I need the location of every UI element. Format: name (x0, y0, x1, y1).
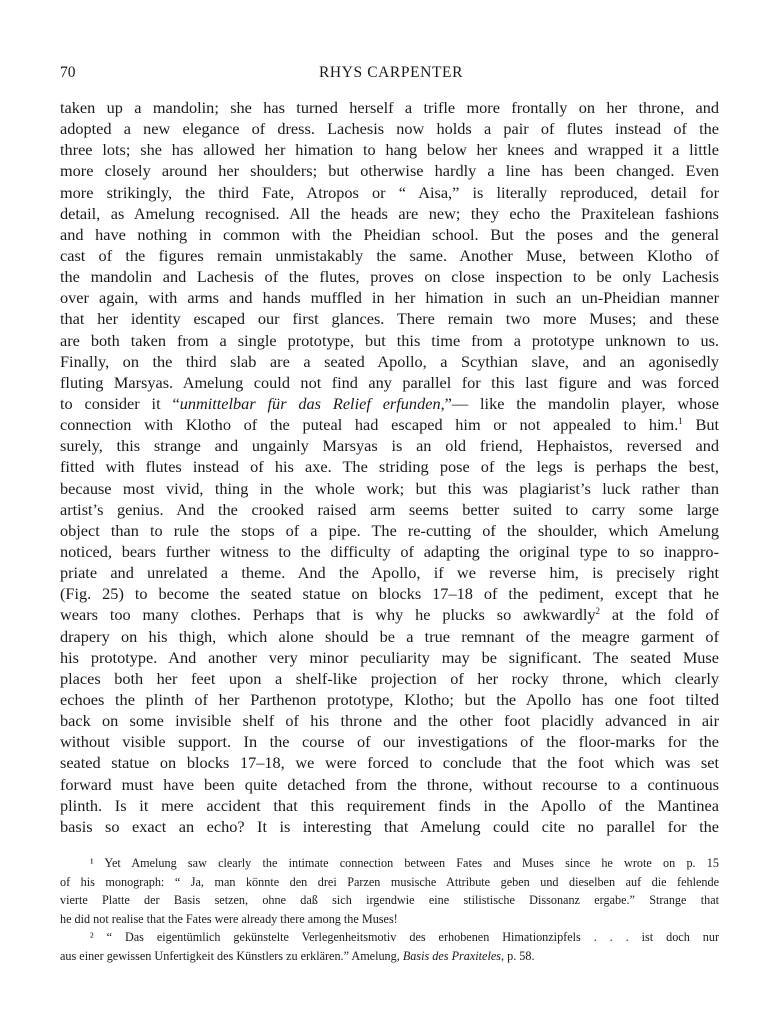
text-line: because most vivid, thing in the whole work; but this was plagiarist’s luck rather than (60, 478, 719, 498)
text-line: more closely around her shoulders; but otherwise hardly a line has been changed. Even (60, 161, 719, 181)
italic-quote: unmittelbar für das Relief erfunden, (179, 393, 445, 413)
text-segment: aus einer gewissen Unfertigkeit des Künstlers zu erklären.” Amelung, (60, 948, 403, 963)
page-number: 70 (60, 64, 76, 81)
text-line (60, 394, 719, 415)
footnote-1-line: vierte Platte der Basis setzen, ohne daß sich irgendwie eine stilistische Dissonanz ergabe.” Strange that (60, 893, 719, 908)
text-line: (Fig. 25) to become the seated statue on blocks 17–18 of the pediment, except that he (60, 584, 719, 604)
text-line: drapery on his thigh, which alone should be a true remnant of the meagre garment of (60, 626, 719, 646)
text-line: forward must have been quite detached from the throne, without recourse to a continuous (60, 774, 719, 794)
footnote-1-line: ¹ Yet Amelung saw clearly the intimate connection between Fates and Muses since he wrote on p. 15 (90, 856, 719, 870)
text-line: three lots; she has allowed her himation to hang below her knees and wrapped it a little (60, 140, 719, 160)
text-line: echoes the plinth of her Parthenon prototype, Klotho; but the Apollo has one foot tilted (60, 689, 719, 709)
text-line: surely, this strange and ungainly Marsyas is an old friend, Hephaistos, reversed and (60, 436, 719, 456)
text-line: adopted a new elegance of dress. Lachesis now holds a pair of flutes instead of the (60, 119, 719, 139)
footnote-1-line: of his monograph: “ Ja, man könnte den drei Parzen musische Attribute geben und dieselben auf die fehlende (60, 874, 719, 889)
text-line (60, 415, 719, 436)
text-line: priate and unrelated a theme. And the Apollo, if we reverse him, is precisely right (60, 563, 719, 583)
text-segment: at the fold of (600, 605, 719, 625)
text-line: the mandolin and Lachesis of the flutes, proves on close inspection to be only Lachesis (60, 267, 719, 287)
text-line: without visible support. In the course of our investigations of the floor-marks for the (60, 732, 719, 752)
italic-title: Basis des Praxiteles (402, 948, 502, 963)
text-line: that her identity escaped our first glances. There remain two more Muses; and these (60, 309, 719, 329)
footnote-ref: 2 (595, 606, 600, 617)
footnotes (60, 856, 719, 968)
text-segment: to consider it “ (60, 393, 180, 413)
footnote-ref: 1 (678, 416, 683, 427)
text-line: Finally, on the third slab are a seated Apollo, a Scythian slave, and an agonisedly (60, 351, 719, 371)
text-segment: But (682, 415, 719, 435)
text-line: cast of the figures remain unmistakably the same. Another Muse, between Klotho of (60, 245, 719, 265)
text-line: back on some invisible shelf of his throne and the other foot placidly advanced in air (60, 711, 719, 731)
text-line: taken up a mandolin; she has turned herself a trifle more frontally on her throne, and (60, 98, 719, 117)
text-line: his prototype. And another very minor peculiarity may be significant. The seated Muse (60, 647, 719, 667)
text-line: over again, with arms and hands muffled in her himation in such an un-Pheidian manner (60, 288, 719, 308)
running-title: RHYS CARPENTER (318, 64, 464, 81)
text-line: more strikingly, the third Fate, Atropos or “ Aisa,” is literally reproduced, detail for (60, 182, 719, 202)
text-segment: connection with Klotho of the puteal had escaped him or not appealed to him. (60, 415, 679, 435)
footnote-2-line (60, 949, 719, 968)
text-segment: wears too many clothes. Perhaps that is why he plucks so awkwardly (60, 605, 596, 625)
body-text (60, 98, 719, 838)
text-line: and have nothing in common with the Pheidian school. But the poses and the general (60, 224, 719, 244)
footnote-2-line: ² “ Das eigentümlich gekünstelte Verlegenheitsmotiv des erhobenen Himationzipfels . . . ist doch nur (90, 930, 719, 945)
text-segment: ”— like the mandolin player, whose (444, 393, 719, 413)
text-line (60, 605, 719, 626)
text-line: fluting Marsyas. Amelung could not find any parallel for this last figure and was forced (60, 372, 719, 392)
text-line: artist’s genius. And the crooked raised arm seems better suited to carry some large (60, 499, 719, 519)
text-line: basis so exact an echo? It is interesting that Amelung could cite no parallel for the (60, 816, 719, 836)
text-line: places both her feet upon a shelf-like projection of her rocky throne, which clearly (60, 668, 719, 688)
text-line: fitted with flutes instead of his axe. The striding pose of the legs is perhaps the best, (60, 457, 719, 477)
text-line: detail, as Amelung recognised. All the heads are new; they echo the Praxitelean fashions (60, 203, 719, 223)
text-line: seated statue on blocks 17–18, we were forced to conclude that the foot which was set (60, 753, 719, 773)
text-line: noticed, bears further witness to the difficulty of adapting the original type to so inappro- (60, 541, 719, 561)
text-segment: , p. 58. (501, 948, 535, 963)
text-line: object than to rule the stops of a pipe. The re-cutting of the shoulder, which Amelung (60, 520, 719, 540)
text-line: are both taken from a single prototype, but this time from a prototype unknown to us. (60, 330, 719, 350)
footnote-1-line: he did not realise that the Fates were already there among the Muses! (60, 911, 398, 926)
text-line: plinth. Is it mere accident that this requirement finds in the Apollo of the Mantinea (60, 795, 719, 815)
